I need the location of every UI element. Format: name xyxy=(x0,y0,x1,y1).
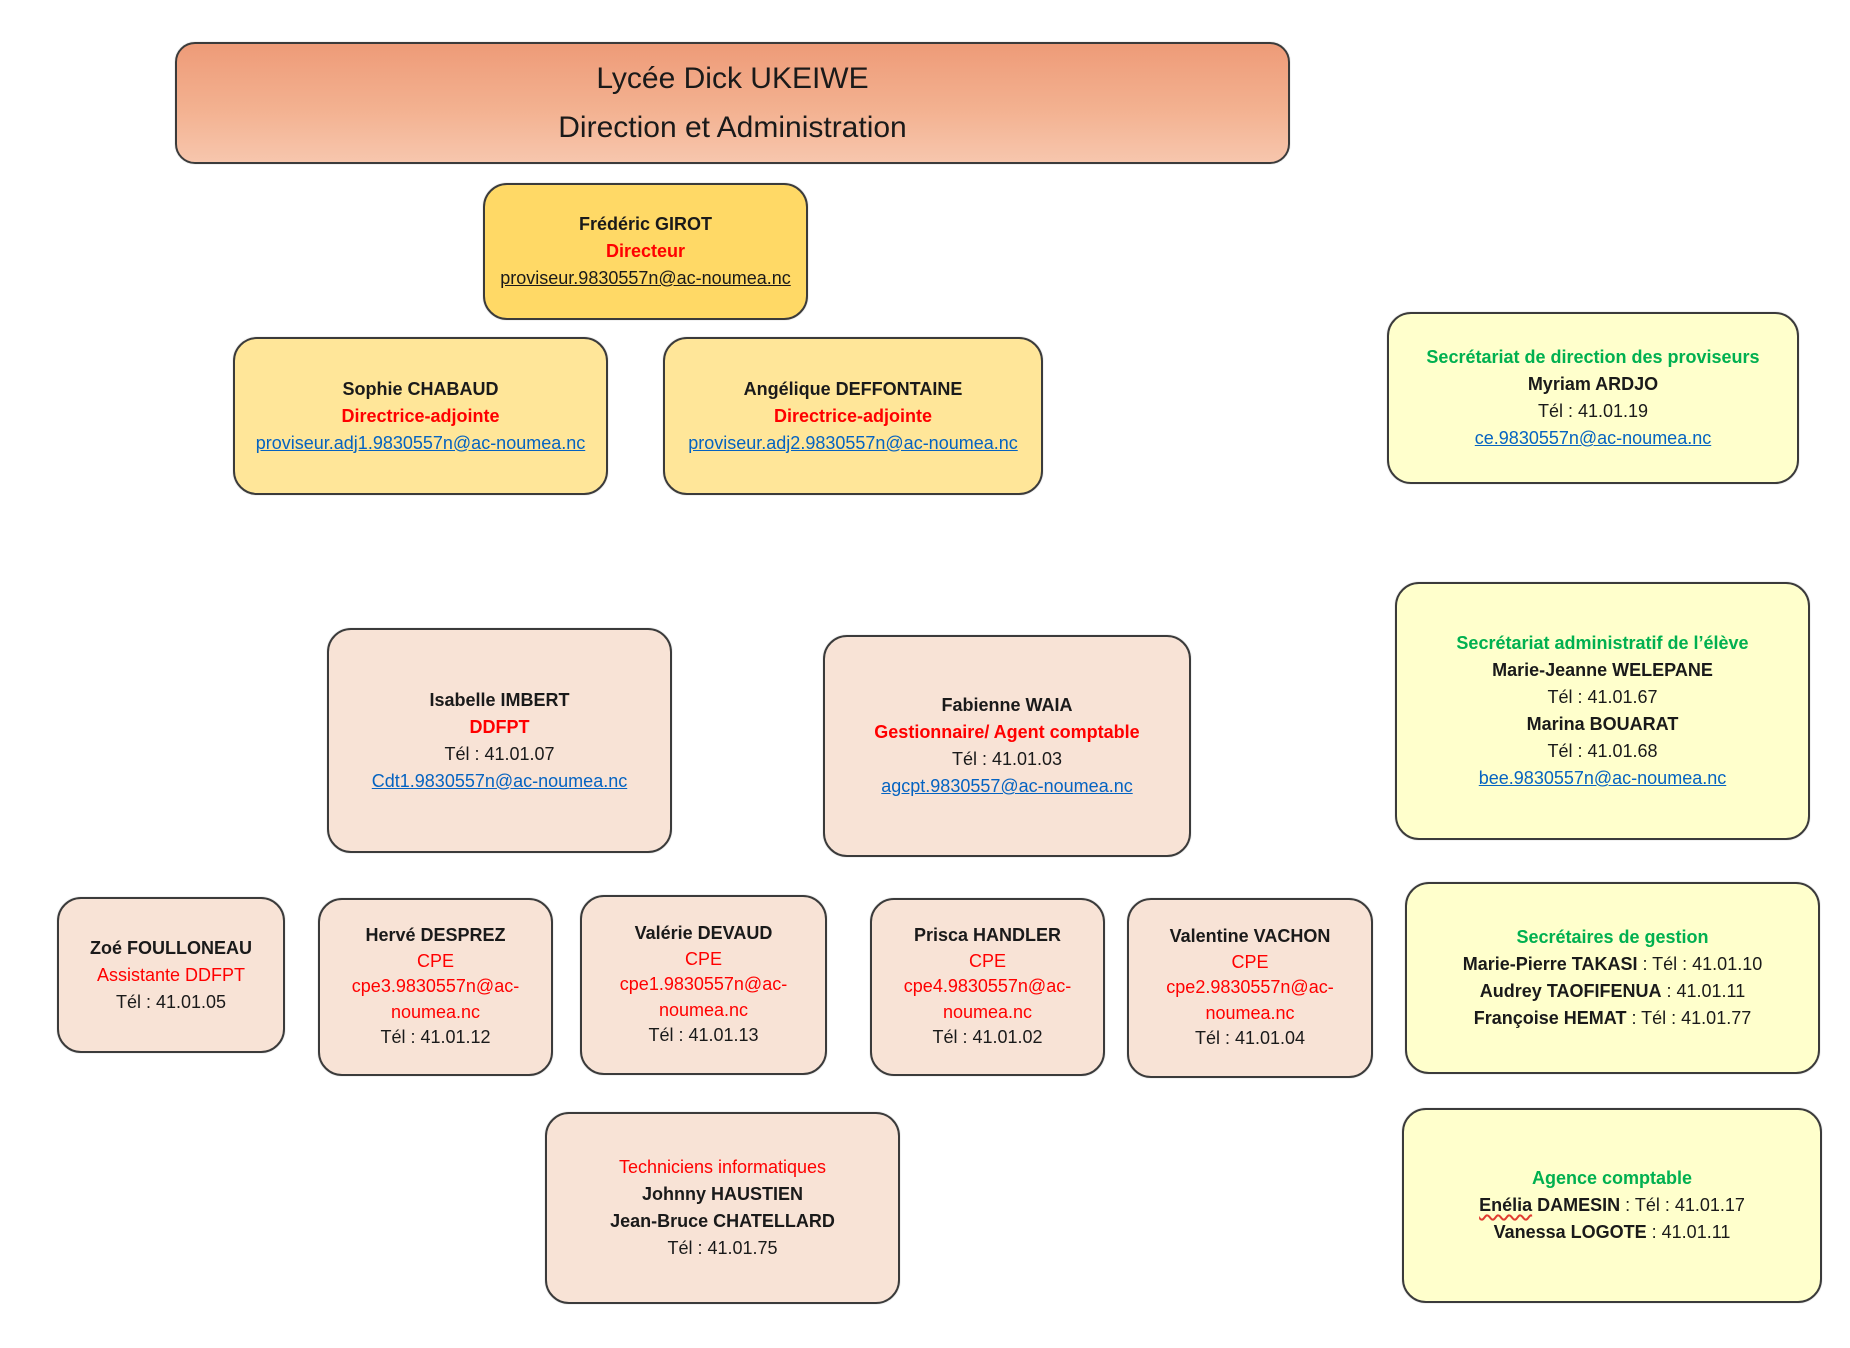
org-box-secretariat-direction xyxy=(1387,312,1799,484)
role-label: Assistante DDFPT xyxy=(96,964,246,985)
email-link[interactable]: ce.9830557n@ac-noumea.nc xyxy=(1474,428,1712,448)
email-link[interactable]: proviseur.adj1.9830557n@ac-noumea.nc xyxy=(255,432,586,453)
org-box-directeur xyxy=(483,183,808,320)
org-box-cpe-vachon xyxy=(1127,898,1373,1078)
person-name: Françoise HEMAT xyxy=(1473,1008,1627,1028)
staff-entry xyxy=(1479,1192,1745,1219)
person-name: Vanessa LOGOTE xyxy=(1493,1222,1647,1242)
email-link[interactable]: proviseur.adj2.9830557n@ac-noumea.nc xyxy=(688,432,1018,453)
phone-number: Tél : 41.01.05 xyxy=(115,991,227,1012)
phone-number: : 41.01.11 xyxy=(1661,981,1746,1001)
role-label: CPE xyxy=(684,948,722,969)
person-name: Prisca HANDLER xyxy=(913,925,1062,946)
phone-number: Tél : 41.01.67 xyxy=(1547,687,1658,707)
email-link[interactable]: cpe3.9830557n@ac-noumea.nc xyxy=(351,976,520,1022)
org-box-ddfpt xyxy=(327,628,672,853)
org-box-directrice-adjointe-1 xyxy=(233,337,608,495)
person-name: Zoé FOULLONEAU xyxy=(90,937,252,958)
role-label: Directrice-adjointe xyxy=(341,405,500,426)
org-chart-title-box xyxy=(175,42,1290,164)
service-title: Secrétariat administratif de l’élève xyxy=(1456,633,1749,653)
staff-entry xyxy=(1480,978,1745,1005)
person-name: Marie-Jeanne WELEPANE xyxy=(1492,660,1713,680)
phone-number: Tél : 41.01.13 xyxy=(648,1025,759,1046)
staff-entry xyxy=(1474,1005,1751,1032)
phone-number: : Tél : 41.01.17 xyxy=(1620,1195,1745,1215)
person-name: Hervé DESPREZ xyxy=(365,925,506,946)
phone-number: : 41.01.11 xyxy=(1646,1222,1731,1242)
role-label: Directrice-adjointe xyxy=(773,405,933,426)
person-name: Fabienne WAIA xyxy=(941,695,1073,715)
email-link[interactable]: cpe1.9830557n@ac-noumea.nc xyxy=(619,974,788,1020)
phone-number: : Tél : 41.01.10 xyxy=(1637,954,1763,974)
service-title: Secrétariat de direction des proviseurs xyxy=(1426,347,1760,367)
person-name: Isabelle IMBERT xyxy=(429,689,570,710)
org-box-secretaires-gestion xyxy=(1405,882,1820,1074)
chart-subtitle: Direction et Administration xyxy=(558,111,907,144)
school-name: Lycée Dick UKEIWE xyxy=(596,61,869,95)
person-name: Angélique DEFFONTAINE xyxy=(743,378,963,399)
org-box-secretariat-eleve xyxy=(1395,582,1810,840)
staff-entry xyxy=(1494,1219,1731,1246)
role-label: Directeur xyxy=(605,241,686,261)
phone-number: Tél : 41.01.75 xyxy=(667,1238,778,1258)
role-label: DDFPT xyxy=(469,716,530,737)
org-box-cpe-desprez xyxy=(318,898,553,1076)
email-link[interactable]: bee.9830557n@ac-noumea.nc xyxy=(1478,768,1727,788)
staff-entry xyxy=(1463,951,1762,978)
service-title: Secrétaires de gestion xyxy=(1516,927,1709,947)
phone-number: Tél : 41.01.02 xyxy=(932,1027,1043,1048)
role-label: CPE xyxy=(416,950,454,971)
email-link[interactable]: Cdt1.9830557n@ac-noumea.nc xyxy=(371,770,628,791)
person-name: Myriam ARDJO xyxy=(1527,374,1659,394)
phone-number: : Tél : 41.01.77 xyxy=(1626,1008,1752,1028)
org-box-cpe-devaud xyxy=(580,895,827,1075)
org-box-techniciens-informatiques xyxy=(545,1112,900,1304)
phone-number: Tél : 41.01.68 xyxy=(1547,741,1658,761)
phone-number: Tél : 41.01.12 xyxy=(380,1027,491,1048)
service-title: Agence comptable xyxy=(1531,1168,1693,1188)
person-name: Sophie CHABAUD xyxy=(342,378,499,399)
person-name: Johnny HAUSTIEN xyxy=(641,1184,803,1204)
org-box-gestionnaire xyxy=(823,635,1191,857)
person-name: Frédéric GIROT xyxy=(578,214,713,234)
org-box-agence-comptable xyxy=(1402,1108,1822,1303)
phone-number: Tél : 41.01.03 xyxy=(951,749,1063,769)
org-box-cpe-handler xyxy=(870,898,1105,1076)
phone-number: Tél : 41.01.07 xyxy=(444,743,555,764)
org-box-assistante-ddfpt xyxy=(57,897,285,1053)
email-link[interactable]: agcpt.9830557@ac-noumea.nc xyxy=(881,776,1133,796)
person-name: Jean-Bruce CHATELLARD xyxy=(610,1211,835,1231)
phone-number: Tél : 41.01.19 xyxy=(1537,401,1649,421)
email-link[interactable]: proviseur.9830557n@ac-noumea.nc xyxy=(500,268,791,288)
org-box-directrice-adjointe-2 xyxy=(663,337,1043,495)
person-name: Valentine VACHON xyxy=(1169,926,1331,947)
person-name: Audrey TAOFIFENUA xyxy=(1479,981,1662,1001)
person-name: DAMESIN xyxy=(1532,1195,1621,1215)
service-title: Techniciens informatiques xyxy=(618,1157,827,1177)
email-link[interactable]: cpe4.9830557n@ac-noumea.nc xyxy=(903,976,1072,1022)
email-link[interactable]: cpe2.9830557n@ac-noumea.nc xyxy=(1166,977,1334,1023)
person-name: Marie-Pierre TAKASI xyxy=(1462,954,1638,974)
role-label: CPE xyxy=(1231,951,1269,972)
person-name: Valérie DEVAUD xyxy=(634,923,773,944)
phone-number: Tél : 41.01.04 xyxy=(1194,1028,1306,1049)
person-name-misspelled: Enélia xyxy=(1479,1195,1533,1215)
role-label: Gestionnaire/ Agent comptable xyxy=(874,722,1140,742)
role-label: CPE xyxy=(968,950,1006,971)
person-name: Marina BOUARAT xyxy=(1526,714,1679,734)
